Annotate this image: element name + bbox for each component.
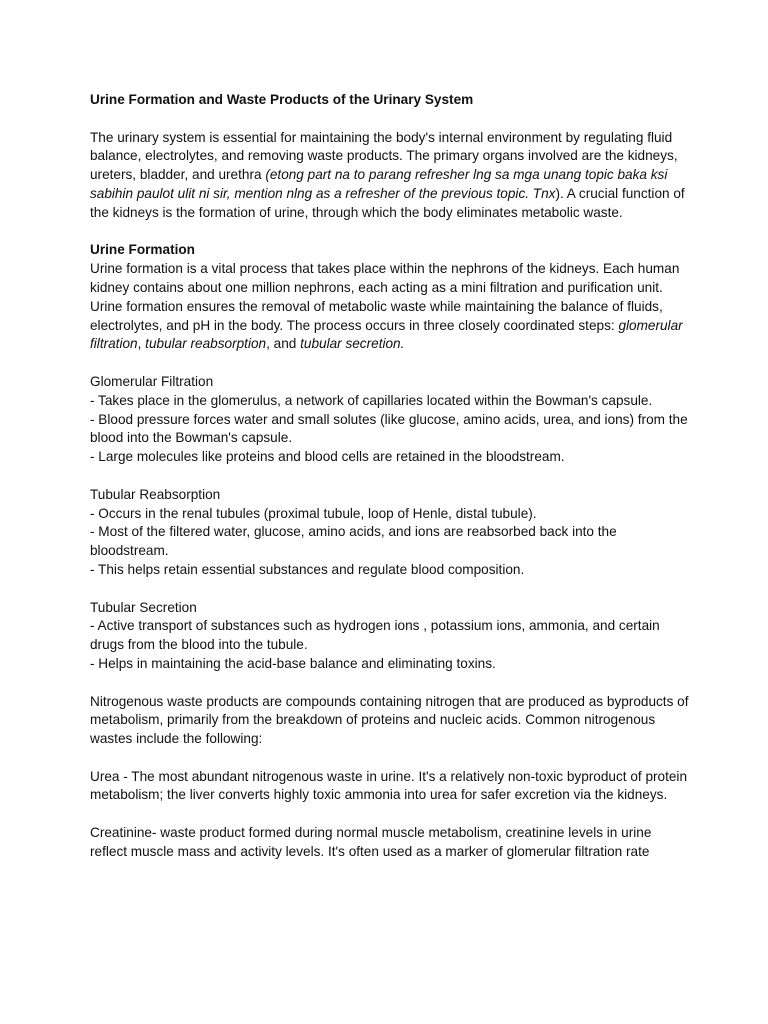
list-item: - Most of the filtered water, glucose, amino acids, and ions are reabsorbed back into the bloodstream. xyxy=(90,524,617,559)
step-tubular-reabsorption: tubular reabsorption xyxy=(145,336,267,352)
urine-formation-text: Urine formation is a vital process that takes place within the nephrons of the kidneys. Each human kidney contains about one million nephrons, each acting as a mini filtration and purification unit. Urine formation ensures the removal of metabolic waste while maintaining the balance of fluids, electrolytes, and pH in the body. The process occurs in three closely coordinated steps: xyxy=(90,261,680,333)
intro-italic-note: (etong part na to parang refresher lng sa mga unang topic baka ksi sabihin paulot ulit ni sir, mention nlng as a refresher of the previous topic. Tnx xyxy=(90,167,668,201)
list-item: - Takes place in the glomerulus, a network of capillaries located within the Bowman's capsule. xyxy=(90,392,653,408)
list-item: - Active transport of substances such as hydrogen ions , potassium ions, ammonia, and certain drugs from the blood into the tubule. xyxy=(90,618,660,653)
glomerular-filtration-section xyxy=(90,373,690,467)
intro-text-part1: The urinary system is essential for maintaining the body's internal environment by regulating fluid balance, electrolytes, and removing waste products. The primary organs involved are the kidneys, ureters, bladder, and urethra xyxy=(90,129,678,183)
nitrogenous-waste-paragraph: Nitrogenous waste products are compounds containing nitrogen that are produced as byproducts of metabolism, primarily from the breakdown of proteins and nucleic acids. Common nitrogenous wastes include the following: xyxy=(90,693,689,747)
urea-paragraph: Urea - The most abundant nitrogenous waste in urine. It's a relatively non-toxic byproduct of protein metabolism; the liver converts highly toxic ammonia into urea for safer excretion via the kidneys. xyxy=(90,768,688,803)
tubular-secretion-section xyxy=(90,599,690,674)
tubular-secretion-heading: Tubular Secretion xyxy=(90,599,197,615)
list-item: - Blood pressure forces water and small solutes (like glucose, amino acids, urea, and ions) from the blood into the Bowman's capsule. xyxy=(90,411,688,446)
step-tubular-secretion: tubular secretion. xyxy=(300,336,405,352)
intro-text-part2: ). A crucial function of the kidneys is the formation of urine, through which the body eliminates metabolic waste. xyxy=(90,185,685,220)
urine-formation-heading: Urine Formation xyxy=(90,242,195,258)
document-title: Urine Formation and Waste Products of the Urinary System xyxy=(90,92,474,107)
step-separator: , xyxy=(137,336,146,352)
tubular-reabsorption-section xyxy=(90,486,690,580)
step-glomerular-filtration: glomerular filtration xyxy=(90,317,683,352)
document-page xyxy=(90,91,690,880)
step-separator: , and xyxy=(266,336,301,352)
list-item: - Occurs in the renal tubules (proximal tubule, loop of Henle, distal tubule). xyxy=(90,505,537,521)
list-item: - Large molecules like proteins and blood cells are retained in the bloodstream. xyxy=(90,449,565,465)
list-item: - This helps retain essential substances and regulate blood composition. xyxy=(90,561,525,577)
tubular-reabsorption-heading: Tubular Reabsorption xyxy=(90,486,221,502)
urine-formation-section xyxy=(90,241,690,354)
intro-paragraph xyxy=(90,129,690,223)
glomerular-filtration-heading: Glomerular Filtration xyxy=(90,373,214,389)
creatinine-paragraph: Creatinine- waste product formed during normal muscle metabolism, creatinine levels in urine reflect muscle mass and activity levels. It's often used as a marker of glomerular filtration rate xyxy=(90,825,652,859)
list-item: - Helps in maintaining the acid-base balance and eliminating toxins. xyxy=(90,655,496,671)
